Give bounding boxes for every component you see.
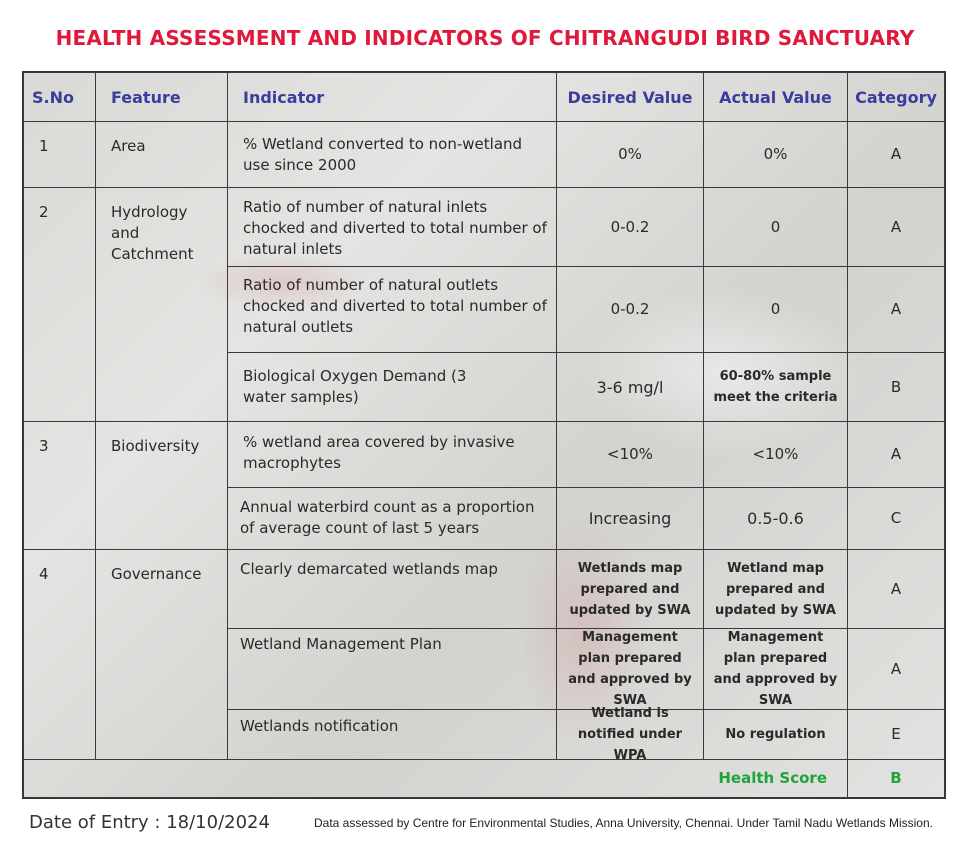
category-cell: A bbox=[847, 421, 945, 488]
desired-cell: Management plan prepared and approved by SWA bbox=[556, 628, 704, 710]
header-indicator: Indicator bbox=[227, 72, 557, 122]
desired-cell: Wetlands map prepared and updated by SWA bbox=[556, 549, 704, 629]
indicator-cell: Ratio of number of natural outlets chocked and diverted to total number of natural outlets bbox=[227, 266, 557, 353]
desired-cell: <10% bbox=[556, 421, 704, 488]
actual-cell: 0 bbox=[703, 187, 848, 267]
indicator-cell: Clearly demarcated wetlands map bbox=[227, 549, 557, 629]
date-of-entry: Date of Entry : 18/10/2024 bbox=[29, 812, 270, 833]
header-actual: Actual Value bbox=[703, 72, 848, 122]
source-note: Data assessed by Centre for Environmental Studies, Anna University, Chennai. Under Tamil Nadu Wetlands Mission. bbox=[314, 816, 933, 830]
desired-cell: 0-0.2 bbox=[556, 187, 704, 267]
group-sno: 4 bbox=[23, 549, 96, 760]
page-title: HEALTH ASSESSMENT AND INDICATORS OF CHITRANGUDI BIRD SANCTUARY bbox=[55, 26, 915, 50]
category-cell: A bbox=[847, 266, 945, 353]
desired-cell: 0% bbox=[556, 121, 704, 188]
actual-cell: Management plan prepared and approved by SWA bbox=[703, 628, 848, 710]
actual-cell: <10% bbox=[703, 421, 848, 488]
indicator-cell: Wetlands notification bbox=[227, 709, 557, 760]
actual-cell: 0% bbox=[703, 121, 848, 188]
category-cell: A bbox=[847, 549, 945, 629]
health-score-row bbox=[23, 759, 848, 798]
header-sno: S.No bbox=[23, 72, 96, 122]
indicator-cell: Ratio of number of natural inlets chocked and diverted to total number of natural inlets bbox=[227, 187, 557, 267]
group-feature: Biodiversity bbox=[95, 421, 228, 550]
health-score-label: Health Score bbox=[718, 769, 827, 787]
category-cell: E bbox=[847, 709, 945, 760]
actual-cell: 0 bbox=[703, 266, 848, 353]
assessment-table bbox=[22, 71, 946, 799]
group-feature: Area bbox=[95, 121, 228, 188]
indicator-cell: % wetland area covered by invasive macrophytes bbox=[227, 421, 557, 488]
category-cell: B bbox=[847, 352, 945, 422]
desired-cell: Wetland is notified under WPA bbox=[556, 709, 704, 760]
desired-cell: 3-6 mg/l bbox=[556, 352, 704, 422]
actual-cell: 0.5-0.6 bbox=[703, 487, 848, 550]
actual-cell: No regulation bbox=[703, 709, 848, 760]
header-category: Category bbox=[847, 72, 945, 122]
header-feature: Feature bbox=[95, 72, 228, 122]
group-sno: 1 bbox=[23, 121, 96, 188]
desired-cell: Increasing bbox=[556, 487, 704, 550]
category-cell: A bbox=[847, 187, 945, 267]
indicator-cell: % Wetland converted to non-wetland use since 2000 bbox=[227, 121, 557, 188]
header-desired: Desired Value bbox=[556, 72, 704, 122]
actual-cell: Wetland map prepared and updated by SWA bbox=[703, 549, 848, 629]
group-sno: 2 bbox=[23, 187, 96, 422]
indicator-cell: Wetland Management Plan bbox=[227, 628, 557, 710]
health-score-value: B bbox=[847, 759, 945, 798]
group-feature: Hydrology and Catchment bbox=[95, 187, 228, 422]
category-cell: A bbox=[847, 121, 945, 188]
desired-cell: 0-0.2 bbox=[556, 266, 704, 353]
actual-cell: 60-80% sample meet the criteria bbox=[703, 352, 848, 422]
category-cell: A bbox=[847, 628, 945, 710]
group-sno: 3 bbox=[23, 421, 96, 550]
group-feature: Governance bbox=[95, 549, 228, 760]
indicator-cell: Biological Oxygen Demand (3 water samples) bbox=[227, 352, 557, 422]
indicator-cell: Annual waterbird count as a proportion of average count of last 5 years bbox=[227, 487, 557, 550]
category-cell: C bbox=[847, 487, 945, 550]
